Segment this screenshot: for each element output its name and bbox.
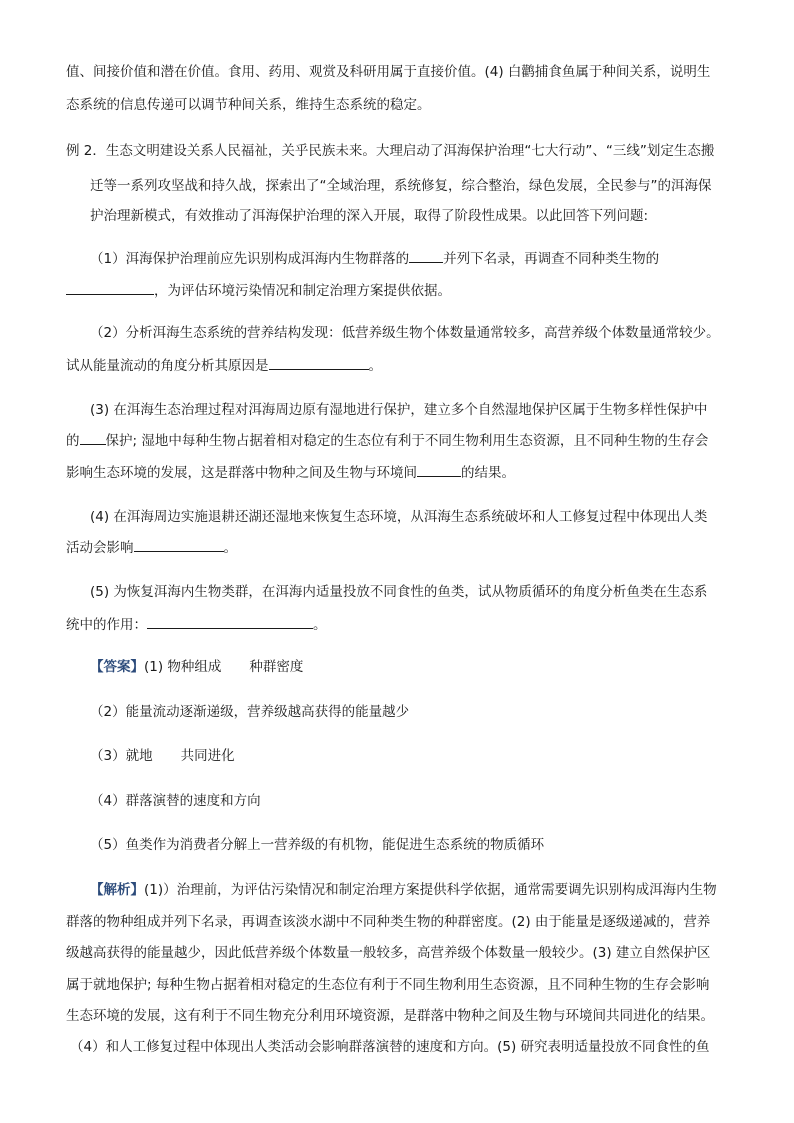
question-text: 试从能量流动的角度分析其原因是	[66, 358, 269, 374]
answer-text: 种群密度	[249, 659, 304, 675]
question-2-cont	[66, 355, 382, 376]
answer-text: (1) 物种组成	[144, 659, 222, 675]
question-3: (3) 在洱海生态治理过程对洱海周边原有湿地进行保护，建立多个自然湿地保护区属于生物多样性保护中	[90, 402, 708, 418]
question-4-cont	[66, 537, 237, 558]
analysis-line-4: 属于就地保护; 每种生物占据着相对稳定的生态位有利于不同生物利用生态资源，且不同种生物的生存会影响	[66, 977, 710, 993]
answer-text: （3）就地	[90, 748, 153, 764]
analysis-text: (1)）治理前，为评估污染情况和制定治理方案提供科学依据，通常需要调先识别构成洱海内生物	[144, 882, 717, 898]
answer-blank[interactable]	[66, 280, 154, 295]
example-line: 护治理新模式，有效推动了洱海保护治理的深入开展，取得了阶段性成果。以此回答下列问题:	[90, 208, 649, 224]
question-1-cont	[66, 280, 451, 301]
answer-line-4: （4）群落演替的速度和方向	[90, 793, 261, 809]
analysis-line-3: 级越高获得的能量越少，因此低营养级个体数量一般较多，高营养级个体数量一般较少。(3) 建立自然保护区	[66, 945, 711, 961]
question-text: 统中的作用：	[66, 617, 147, 633]
analysis-line-1	[90, 880, 717, 900]
example-title-line: 例 2．生态文明建设关系人民福祉，关乎民族未来。大理启动了洱海保护治理“七大行动”、“三线”划定生态搬	[66, 143, 715, 159]
question-text: （1）洱海保护治理前应先识别构成洱海内生物群落的	[90, 251, 410, 267]
question-text: 的结果。	[461, 465, 515, 481]
text-line: 态系统的信息传递可以调节种间关系，维持生态系统的稳定。	[66, 97, 431, 113]
analysis-tag: 【解析】	[90, 882, 144, 898]
question-text: 影响生态环境的发展，这是群落中物种之间及生物与环境间	[66, 465, 417, 481]
question-3-cont	[66, 430, 708, 451]
question-3-cont	[66, 462, 515, 483]
question-text: 。	[313, 617, 327, 633]
answer-blank[interactable]	[134, 537, 224, 552]
question-1	[90, 248, 659, 269]
question-text: 活动会影响	[66, 540, 134, 556]
question-5-cont	[66, 614, 327, 635]
example-line: 迁等一系列攻坚战和持久战，探索出了“全域治理，系统修复，综合整治，绿色发展，全民参与”的洱海保	[90, 178, 712, 194]
analysis-line-2: 群落的物种组成并列下名录，再调查该淡水湖中不同种类生物的种群密度。(2) 由于能量是逐级递减的，营养	[66, 914, 711, 930]
analysis-line-5: 生态环境的发展，这有利于不同生物充分利用环境资源，是群落中物种之间及生物与环境间共同进化的结果。	[66, 1008, 714, 1024]
answer-tag: 【答案】	[90, 659, 144, 675]
question-text: 。	[223, 540, 237, 556]
answer-line-1	[90, 657, 303, 677]
answer-text: 共同进化	[180, 748, 235, 764]
answer-line-5: （5）鱼类作为消费者分解上一营养级的有机物，能促进生态系统的物质循环	[90, 837, 545, 853]
answer-blank[interactable]	[80, 430, 106, 445]
analysis-line-6: （4）和人工修复过程中体现出人类活动会影响群落演替的速度和方向。(5) 研究表明适量投放不同食性的鱼	[70, 1039, 710, 1055]
answer-line-2: （2）能量流动逐渐递级，营养级越高获得的能量越少	[90, 704, 410, 720]
question-text: 。	[368, 358, 382, 374]
text-line: 值、间接价值和潜在价值。食用、药用、观赏及科研用属于直接价值。(4) 白鹳捕食鱼属于种间关系，说明生	[66, 64, 711, 80]
question-text: 的	[66, 433, 80, 449]
question-4: (4) 在洱海周边实施退耕还湖还湿地来恢复生态环境，从洱海生态系统破坏和人工修复过程中体现出人类	[90, 509, 708, 525]
answer-blank[interactable]	[417, 462, 461, 477]
question-5: (5) 为恢复洱海内生物类群，在洱海内适量投放不同食性的鱼类，试从物质循环的角度分析鱼类在生态系	[90, 584, 708, 600]
answer-blank[interactable]	[409, 248, 443, 263]
question-text: 保护; 湿地中每种生物占据着相对稳定的生态位有利于不同生物利用生态资源，且不同种生物的生存会	[105, 433, 709, 449]
answer-blank[interactable]	[269, 355, 369, 370]
question-text: 并列下名录，再调查不同种类生物的	[443, 251, 660, 267]
answer-line-3	[90, 746, 235, 766]
question-text: ，为评估环境污染情况和制定治理方案提供依据。	[154, 283, 451, 299]
answer-blank[interactable]	[147, 614, 313, 629]
question-2: （2）分析洱海生态系统的营养结构发现：低营养级生物个体数量通常较多，高营养级个体数量通常较少。	[90, 325, 720, 341]
